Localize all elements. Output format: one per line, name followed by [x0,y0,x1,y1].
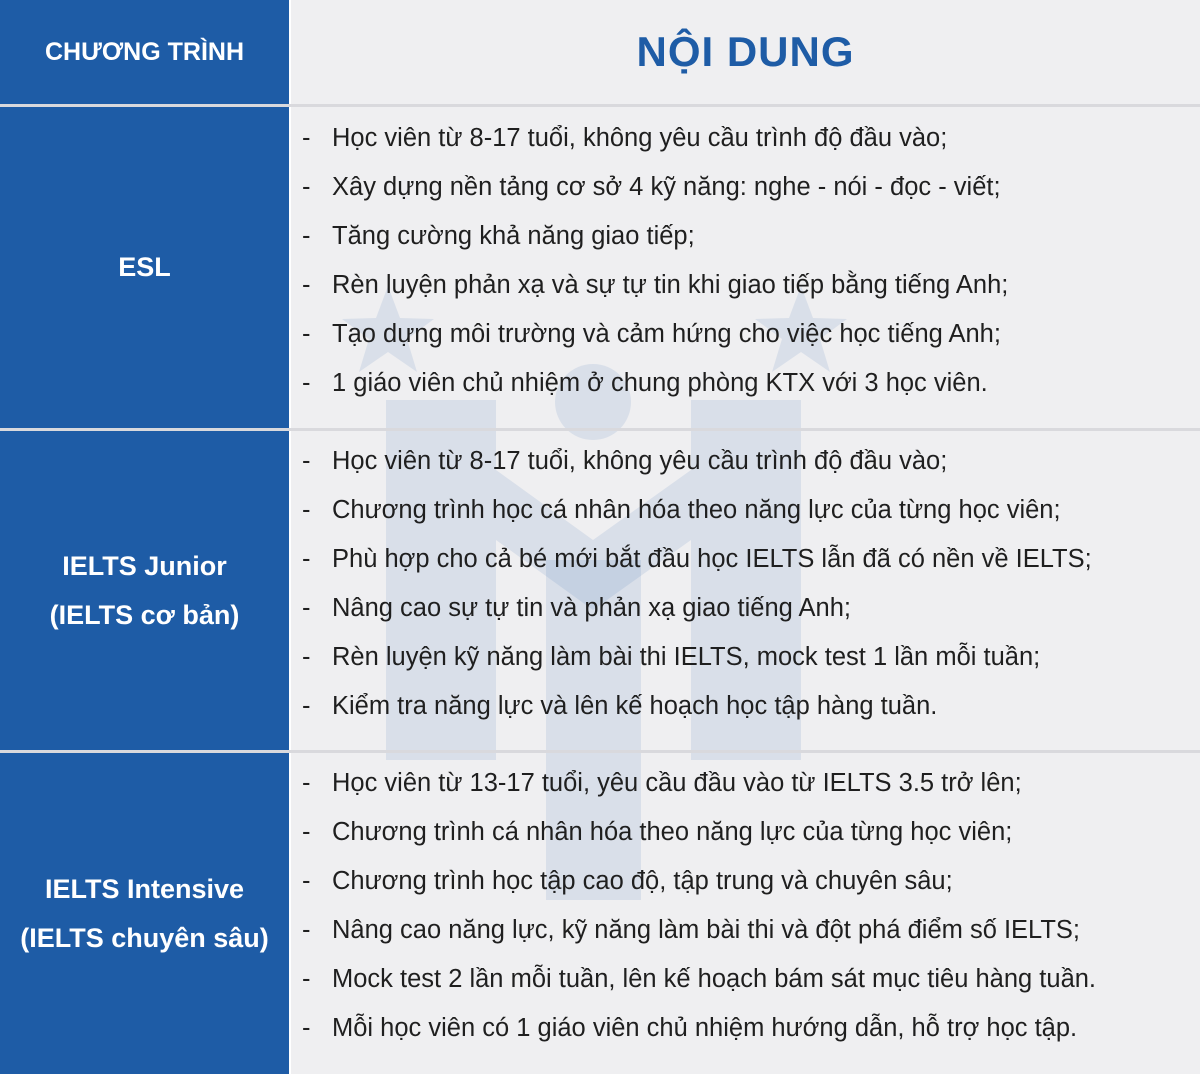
bullet-text: Chương trình cá nhân hóa theo năng lực của từng học viên; [332,818,1013,846]
bullet-item [302,212,1192,261]
program-name-ielts-intensive [0,753,289,1074]
bullet-text: Chương trình học cá nhân hóa theo năng lực của từng học viên; [332,496,1061,524]
program-name-ielts-junior [0,431,289,750]
bullet-dash: - [302,271,311,299]
bullet-text: Tạo dựng môi trường và cảm hứng cho việc học tiếng Anh; [332,320,1001,348]
bullet-item [302,486,1192,535]
bullet-item [302,1004,1192,1053]
program-name-esl [0,107,289,428]
bullet-text: Mỗi học viên có 1 giáo viên chủ nhiệm hướng dẫn, hỗ trợ học tập. [332,1014,1078,1042]
program-name-subtitle: (IELTS chuyên sâu) [20,922,269,953]
bullet-list-ielts-intensive [302,759,1192,1053]
bullet-dash: - [302,173,311,201]
bullet-dash: - [302,320,311,348]
bullet-item [302,633,1192,682]
bullet-item [302,535,1192,584]
bullet-text: Tăng cường khả năng giao tiếp; [332,222,695,250]
bullet-text: Mock test 2 lần mỗi tuần, lên kế hoạch bám sát mục tiêu hàng tuần. [332,965,1097,993]
bullet-item [302,584,1192,633]
bullet-item [302,857,1192,906]
bullet-dash: - [302,818,311,846]
program-name-line: IELTS Intensive [44,873,245,904]
bullet-text: Rèn luyện phản xạ và sự tự tin khi giao tiếp bằng tiếng Anh; [332,271,1009,299]
bullet-dash: - [302,769,311,797]
bullet-text: Xây dựng nền tảng cơ sở 4 kỹ năng: nghe - nói - đọc - viết; [332,173,1001,201]
bullet-dash: - [302,496,311,524]
bullet-dash: - [302,643,311,671]
bullet-dash: - [302,965,311,993]
bullet-item [302,906,1192,955]
bullet-dash: - [302,369,311,397]
bullet-dash: - [302,1014,311,1042]
bullet-dash: - [302,124,311,152]
bullet-item [302,759,1192,808]
bullet-text: Chương trình học tập cao độ, tập trung và chuyên sâu; [332,867,953,895]
bullet-dash: - [302,545,311,573]
program-header [0,0,289,104]
bullet-text: Kiểm tra năng lực và lên kế hoạch học tập hàng tuần. [332,692,938,720]
bullet-item [302,261,1192,310]
bullet-item [302,437,1192,486]
bullet-dash: - [302,692,311,720]
bullet-item [302,808,1192,857]
bullet-item [302,359,1192,408]
bullet-item [302,955,1192,1004]
bullet-list-ielts-junior [302,437,1192,731]
bullet-dash: - [302,867,311,895]
bullet-dash: - [302,916,311,944]
bullet-text: Nâng cao năng lực, kỹ năng làm bài thi và đột phá điểm số IELTS; [332,916,1081,944]
program-name-line: IELTS Junior [62,550,227,581]
bullet-item [302,310,1192,359]
bullet-dash: - [302,594,311,622]
program-header-label: CHƯƠNG TRÌNH [45,37,244,66]
content-header [291,0,1200,104]
bullet-text: Học viên từ 13-17 tuổi, yêu cầu đầu vào từ IELTS 3.5 trở lên; [332,769,1022,797]
bullet-text: 1 giáo viên chủ nhiệm ở chung phòng KTX với 3 học viên. [332,369,988,397]
program-name-subtitle: (IELTS cơ bản) [49,599,240,630]
bullet-text: Học viên từ 8-17 tuổi, không yêu cầu trình độ đầu vào; [332,124,948,152]
content-header-label: NỘI DUNG [636,28,855,75]
bullet-item [302,163,1192,212]
bullet-text: Học viên từ 8-17 tuổi, không yêu cầu trình độ đầu vào; [332,447,948,475]
program-name-line: ESL [118,252,171,282]
bullet-text: Nâng cao sự tự tin và phản xạ giao tiếng Anh; [332,594,851,622]
bullet-list-esl [302,114,1192,408]
bullet-item [302,114,1192,163]
bullet-dash: - [302,222,311,250]
bullet-item [302,682,1192,731]
bullet-text: Phù hợp cho cả bé mới bắt đầu học IELTS lẫn đã có nền về IELTS; [332,545,1092,573]
bullet-dash: - [302,447,311,475]
bullet-text: Rèn luyện kỹ năng làm bài thi IELTS, mock test 1 lần mỗi tuần; [332,643,1041,671]
